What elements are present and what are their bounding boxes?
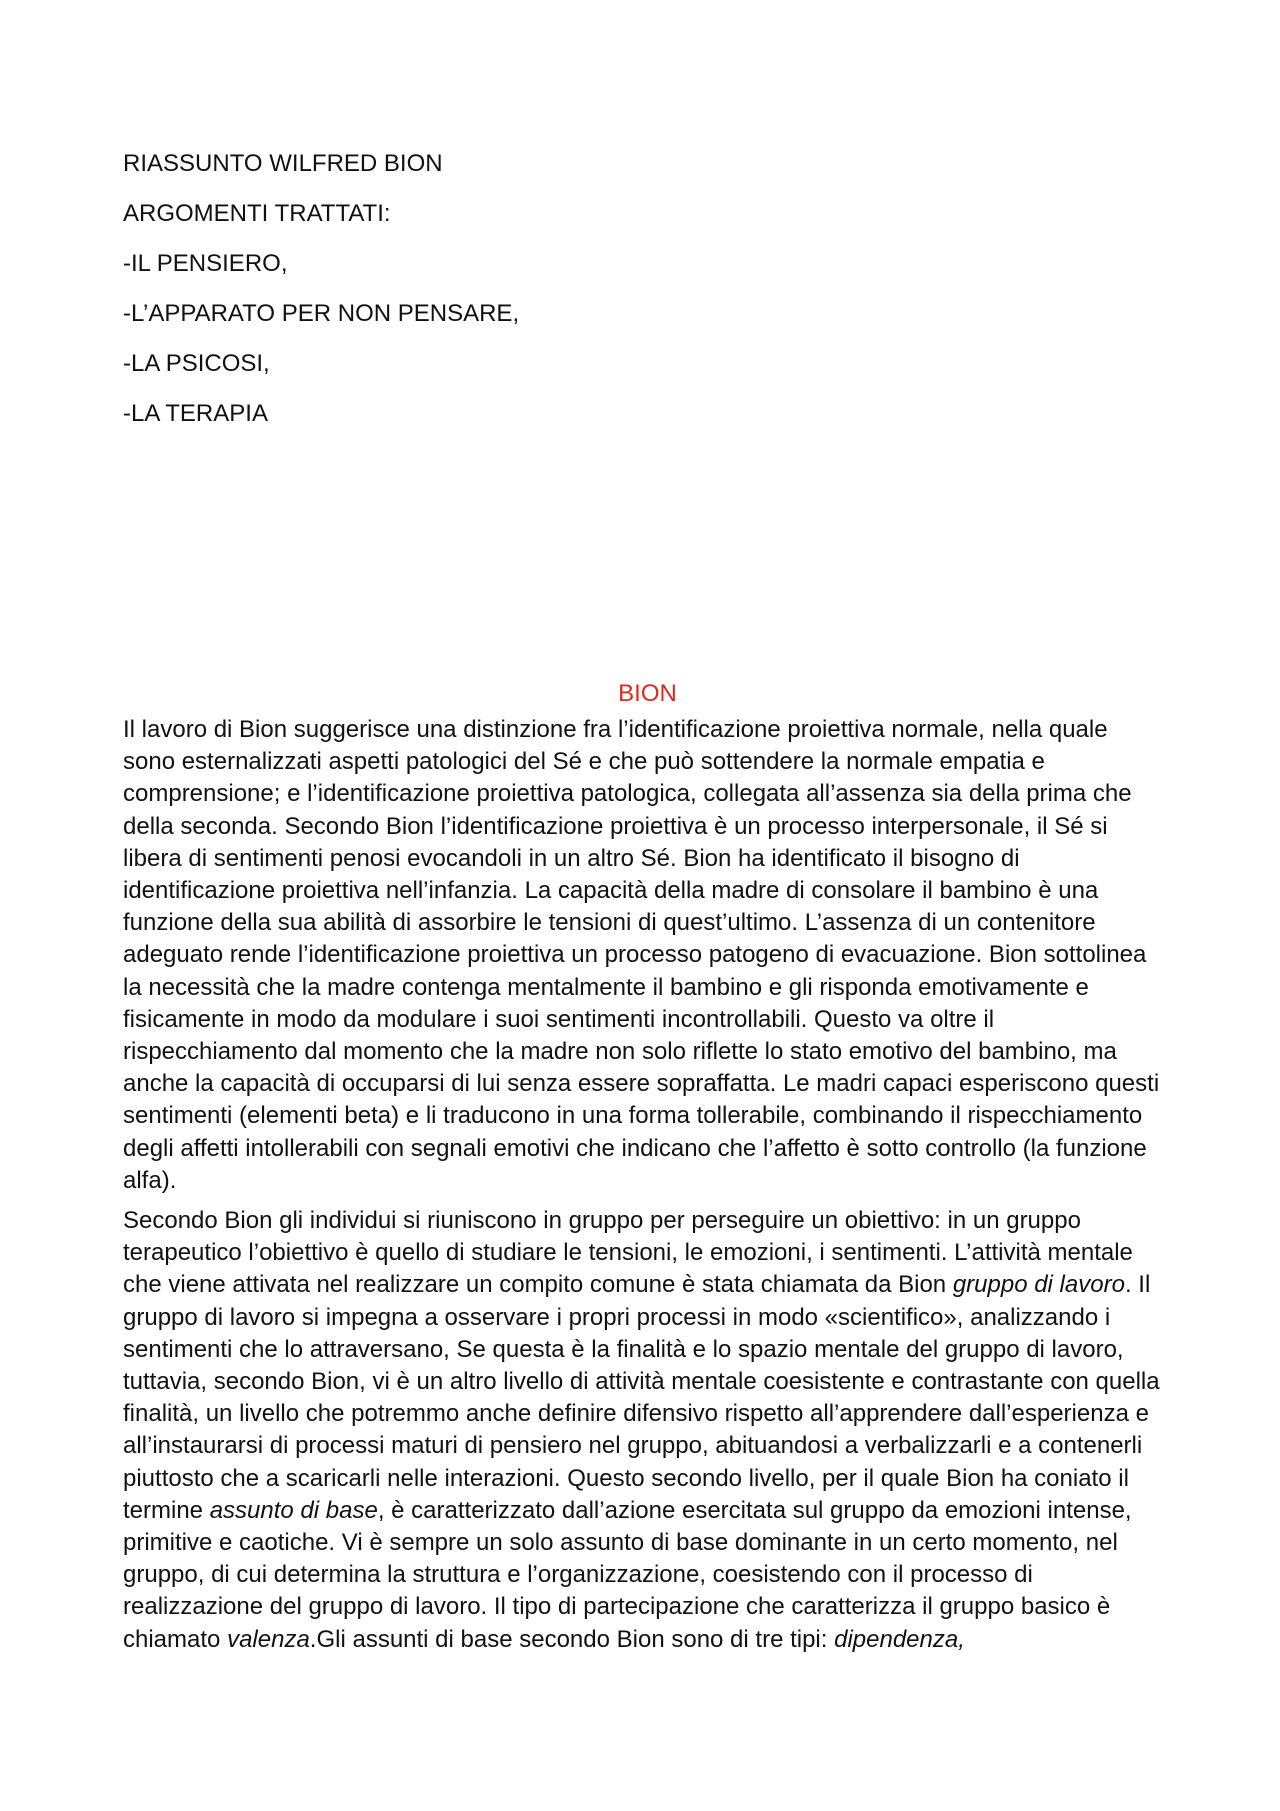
term-valency: valenza: [227, 1625, 310, 1653]
term-work-group: gruppo di lavoro: [952, 1271, 1125, 1299]
paragraph-text: .Gli assunti di base secondo Bion sono di tre tipi:: [309, 1625, 835, 1653]
paragraph-projective-identification: Il lavoro di Bion suggerisce una distinzione fra l’identificazione proiettiva normale, nella quale sono esternalizzati aspetti patologici del Sé e che può sottendere la normale empatia e comprensione; e l’identificazione proiettiva patologica, collegata all’assenza sia della prima che della seconda. Secondo Bion l’identificazione proiettiva è un processo interpersonale, il Sé si libera di sentimenti penosi evocandoli in un altro Sé. Bion ha identificato il bisogno di identificazione proiettiva nell’infanzia. La capacità della madre di consolare il bambino è una funzione della sua abilità di assorbire le tensioni di quest’ultimo. L’assenza di un contenitore adeguato rende l’identificazione proiettiva un processo patogeno di evacuazione. Bion sottolinea la necessità che la madre contenga mentalmente il bambino e gli risponda emotivamente e fisicamente in modo da modulare i suoi sentimenti incontrollabili. Questo va oltre il rispecchiamento dal momento che la madre non solo riflette lo stato emotivo del bambino, ma anche la capacità di occuparsi di lui senza essere sopraffatta. Le madri capaci esperiscono questi sentimenti (elementi beta) e li traducono in una forma tollerabile, combinando il rispecchiamento degli affetti intollerabili con segnali emotivi che indicano che l’affetto è sotto controllo (la funzione alfa).: [123, 716, 1160, 1194]
paragraph-text: . Il gruppo di lavoro si impegna a osservare i propri processi in modo «scientifico», analizzando i sentimenti che lo attraversano, Se questa è la finalità e lo spazio mentale del gruppo di lavoro, tuttavia, secondo Bion, vi è un altro livello di attività mentale coesistente e contrastante con quella finalità, un livello che potremmo anche definire difensivo rispetto all’apprendere dall’esperienza e all’instaurarsi di processi maturi di pensiero nel gruppo, abituandosi a verbalizzarli e a contenerli piuttosto che a scaricarli nelle interazioni. Questo secondo livello, per il quale Bion ha coniato il termine: [123, 1271, 1160, 1524]
topics-label: ARGOMENTI TRATTATI:: [123, 200, 391, 227]
section-title: BION: [618, 680, 677, 707]
term-dependency: dipendenza,: [834, 1625, 965, 1653]
paragraph-text: , è caratterizzato dall’azione esercitata sul gruppo da emozioni intense, primitive e caotiche. Vi è sempre un solo assunto di base dominante in un certo momento, nel gruppo, di cui determina la struttura e l’organizzazione, coesistendo con il processo di realizzazione del gruppo di lavoro. Il tipo di partecipazione che caratterizza il gruppo basico è chiamato: [123, 1496, 1132, 1653]
topic-item-apparatus: -L’APPARATO PER NON PENSARE,: [123, 300, 520, 327]
document-title: RIASSUNTO WILFRED BION: [123, 150, 443, 177]
blank-space: [123, 450, 1162, 680]
topic-item-psychosis: -LA PSICOSI,: [123, 350, 270, 377]
topic-item-thought: -IL PENSIERO,: [123, 250, 288, 277]
paragraph-work-group: [123, 1205, 1162, 1656]
paragraph-text: Secondo Bion gli individui si riuniscono in gruppo per perseguire un obiettivo: in un gruppo terapeutico l’obiettivo è quello di studiare le tensioni, le emozioni, i sentimenti. L’attività mentale che viene attivata nel realizzare un compito comune è stata chiamata da Bion: [123, 1207, 1133, 1299]
topic-item-therapy: -LA TERAPIA: [123, 400, 268, 427]
term-basic-assumption: assunto di base: [209, 1496, 378, 1524]
